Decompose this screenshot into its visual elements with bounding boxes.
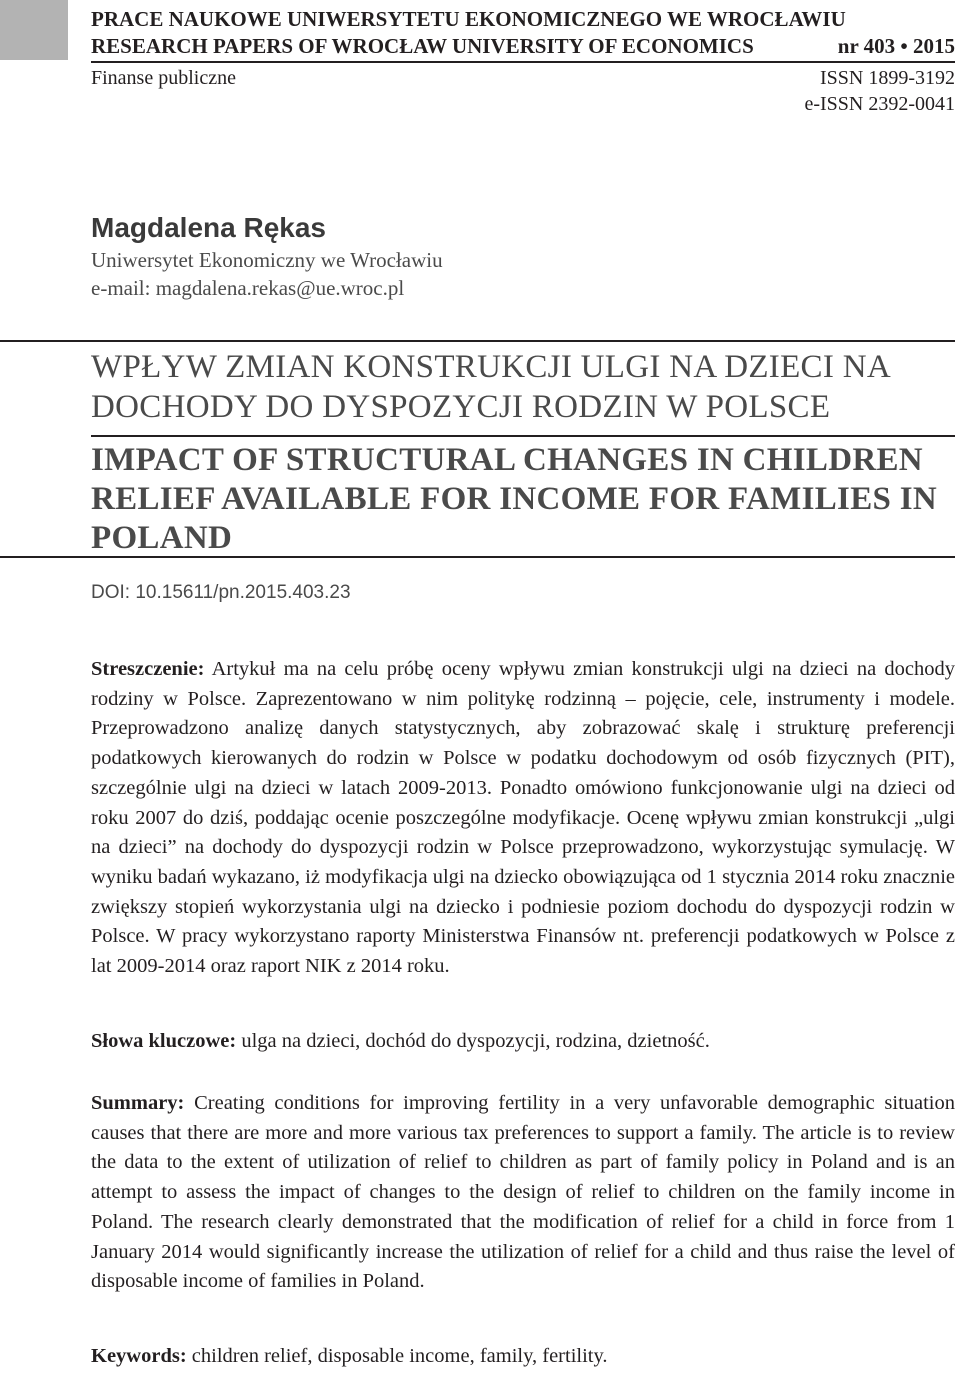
journal-header — [91, 6, 955, 60]
summary-en — [91, 1089, 955, 1297]
article-title-en: IMPACT OF STRUCTURAL CHANGES IN CHILDREN RELIEF AVAILABLE FOR INCOME FOR FAMILIES IN POLAND — [91, 442, 937, 556]
series-title-pl: PRACE NAUKOWE UNIWERSYTETU EKONOMICZNEGO WE WROCŁAWIU — [91, 7, 846, 31]
doi: DOI: 10.15611/pn.2015.403.23 — [91, 582, 351, 603]
abstract-pl-label: Streszczenie: — [91, 658, 205, 680]
series-title-en: RESEARCH PAPERS OF WROCŁAW UNIVERSITY OF ECONOMICS — [91, 34, 754, 58]
corner-gray-block — [0, 0, 68, 60]
article-title-pl: WPŁYW ZMIAN KONSTRUKCJI ULGI NA DZIECI NA DOCHODY DO DYSPOZYCJI RODZIN W POLSCE — [91, 349, 890, 425]
abstract-pl-text: Artykuł ma na celu próbę oceny wpływu zmian konstrukcji ulgi na dzieci na dochody rodziny w Polsce. Zaprezentowano w nim politykę rodzinną – pojęcie, cele, instrumenty i modele. Przeprowadzono analizę danych statystycznych, aby zobrazować skalę i strukturę preferencji podatkowych kierowanych do rodzin w Polsce w podatku dochodowym od osób fizycznych (PIT), szczególnie ulgi na dzieci w latach 2009-2013. Ponadto omówiono funkcjonowanie ulgi na dzieci od roku 2007 do dziś, poddając ocenie poszczególne modyfikacje. Ocenę wpływu zmian konstrukcji „ulgi na dzieci” na dochody do dyspozycji rodzin w Polsce przeprowadzono, wykorzystując symulację. W wyniku badań wykazano, iż modyfikacja ulgi na dziecko obowiązująca od 1 stycznia 2014 roku znacznie zwiększy stopień wykorzystania ulgi na dziecko i podniesie poziom dochodu do dyspozycji rodzin w Polsce. W pracy wykorzystano raporty Ministerstwa Finansów nt. preferencji podatkowych w Polsce z lat 2009-2014 oraz raport NIK z 2014 roku. — [91, 658, 955, 978]
author-email: e-mail: magdalena.rekas@ue.wroc.pl — [91, 276, 405, 300]
eissn: e-ISSN 2392-0041 — [804, 93, 955, 115]
keywords-en — [91, 1342, 955, 1372]
keywords-en-label: Keywords: — [91, 1345, 187, 1367]
summary-en-text: Creating conditions for improving fertility in a very unfavorable demographic situation causes that there are more and more various tax preferences to support a family. The article is to review the data to the extent of utilization of relief to children as part of family policy in Poland and is an attempt to assess the impact of changes to the design of relief to children on the family income in Poland. The research clearly demonstrated that the modification of relief for a child in force from 1 January 2014 would significantly increase the utilization of relief for a child and thus raise the level of disposable income of families in Poland. — [91, 1092, 955, 1293]
author-block — [91, 210, 955, 302]
keywords-pl — [91, 1027, 955, 1057]
title-rule-bottom — [0, 556, 955, 558]
issn: ISSN 1899-3192 — [819, 67, 955, 89]
author-affiliation: Uniwersytet Ekonomiczny we Wrocławiu — [91, 248, 443, 272]
title-rule-middle — [91, 435, 955, 437]
keywords-en-text: children relief, disposable income, family, fertility. — [191, 1345, 608, 1367]
issue-number: nr 403 • 2015 — [837, 34, 955, 58]
author-name: Magdalena Rękas — [91, 212, 326, 243]
abstract-pl — [91, 655, 955, 982]
keywords-pl-label: Słowa kluczowe: — [91, 1030, 237, 1052]
title-rule-top — [0, 340, 955, 342]
summary-en-label: Summary: — [91, 1092, 185, 1114]
keywords-pl-text: ulga na dzieci, dochód do dyspozycji, rodzina, dzietność. — [241, 1030, 710, 1052]
section-name: Finanse publiczne — [91, 67, 236, 89]
header-rule — [91, 61, 955, 63]
